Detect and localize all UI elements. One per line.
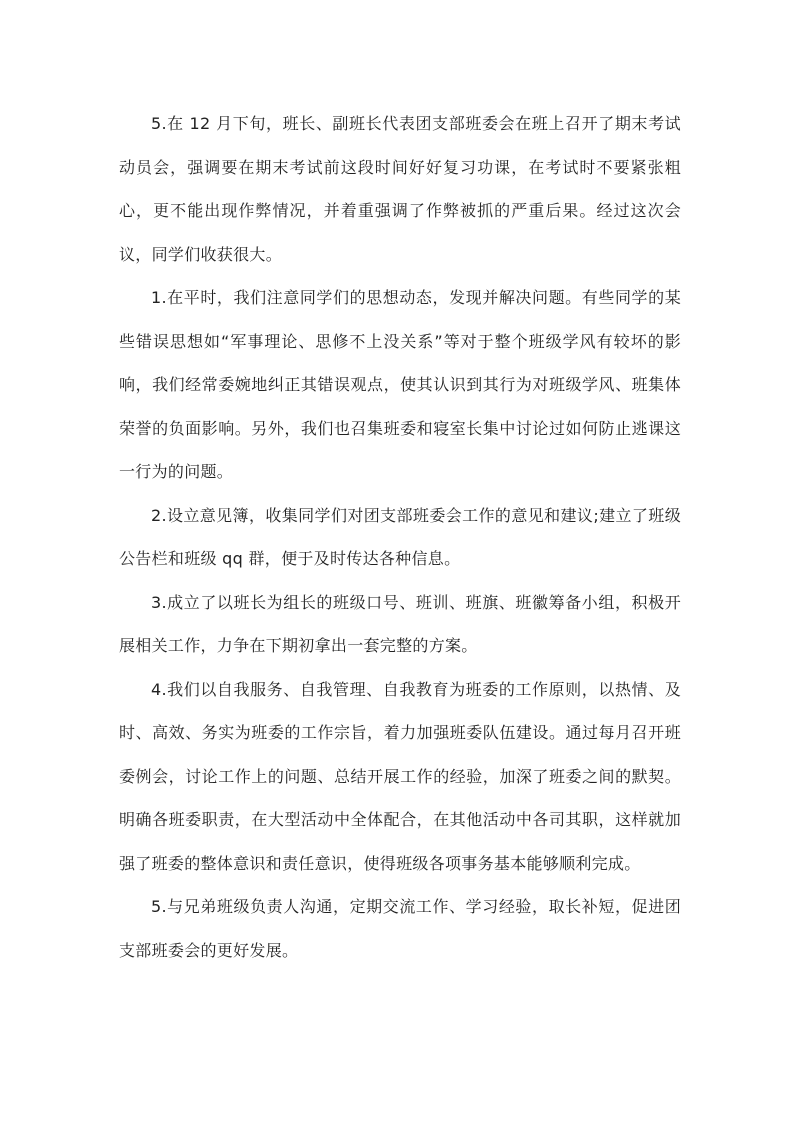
paragraph-suggestion-book: 2.设立意见簿，收集同学们对团支部班委会工作的意见和建议;建立了班级公告栏和班级 qq 群，便于及时传达各种信息。: [119, 505, 681, 568]
paragraph-class-communication: 5.与兄弟班级负责人沟通，定期交流工作、学习经验，取长补短，促进团支部班委会的更好发展。: [119, 897, 681, 960]
paragraph-committee-principles: 4.我们以自我服务、自我管理、自我教育为班委的工作原则，以热情、及时、高效、务实为班委的工作宗旨，着力加强班委队伍建设。通过每月召开班委例会，讨论工作上的问题、总结开展工作的经验，加深了班委之间的默契。明确各班委职责，在大型活动中全体配合，在其他活动中各司其职，这样就加强了班委的整体意识和责任意识，使得班级各项事务基本能够顺利完成。: [119, 679, 681, 873]
paragraph-final-exam-meeting: 5.在 12 月下旬，班长、副班长代表团支部班委会在班上召开了期末考试动员会，强调要在期末考试前这段时间好好复习功课，在考试时不要紧张粗心，更不能出现作弊情况，并着重强调了作弊被抓的严重后果。经过这次会议，同学们收获很大。: [119, 114, 681, 264]
document-body: [119, 102, 681, 972]
paragraph-class-slogan-group: 3.成立了以班长为组长的班级口号、班训、班旗、班徽筹备小组，积极开展相关工作，力争在下期初拿出一套完整的方案。: [119, 592, 681, 655]
paragraph-ideological-trends: 1.在平时，我们注意同学们的思想动态，发现并解决问题。有些同学的某些错误思想如“军事理论、思修不上没关系”等对于整个班级学风有较坏的影响，我们经常委婉地纠正其错误观点，使其认识到其行为对班级学风、班集体荣誉的负面影响。另外，我们也召集班委和寝室长集中讨论过如何防止逃课这一行为的问题。: [119, 288, 681, 481]
